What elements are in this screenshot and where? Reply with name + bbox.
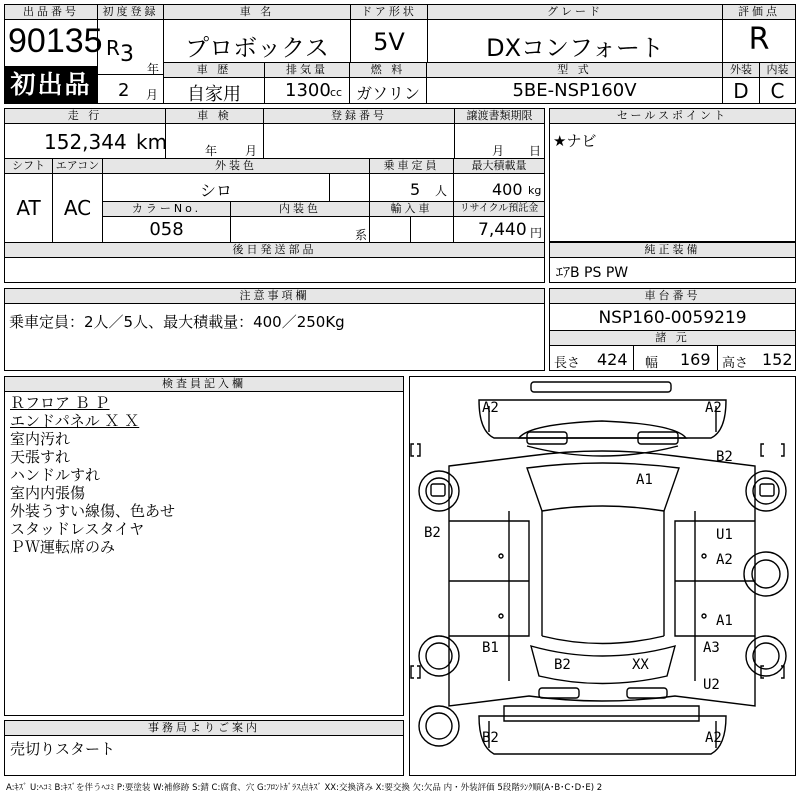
capacity-unit: 人 xyxy=(435,184,448,198)
history-label: 車 歴 xyxy=(164,63,264,77)
mileage: 152,344 xyxy=(44,130,127,154)
mileage-unit: km xyxy=(136,130,168,154)
car-name-label: 車 名 xyxy=(164,5,350,19)
mark-front-right-corner: A2 xyxy=(705,400,722,416)
score: R xyxy=(748,22,770,57)
displacement-unit: cc xyxy=(330,86,343,99)
notes: 乗車定員：2人／5人、最大積載量：400／250Kg xyxy=(9,313,345,331)
legend: A:ｷｽﾞ U:ﾍｺﾐ B:ｷｽﾞを伴うﾍｺﾐ P:要塗装 W:補修跡 S:錆 C:腐食、穴 G:ﾌﾛﾝﾄｶﾞﾗｽ点ｷｽﾞ XX:交換済み X:要交換 欠:欠品 内・外装評価 5段階ﾗﾝｸ順(A･B･C･D･E) 2 xyxy=(6,783,603,793)
recycle-fee: 7,440 xyxy=(478,220,527,240)
history: 自家用 xyxy=(187,84,241,105)
sales-point-section xyxy=(549,108,796,242)
inspector-line: 室内内張傷 xyxy=(10,484,86,502)
inspector-line: ＰＷ運転席のみ xyxy=(10,538,116,556)
mark-left-rear-fender: B1 xyxy=(482,640,499,656)
year-unit: 年 xyxy=(147,62,160,76)
grade: DXコンフォート xyxy=(486,34,664,62)
chassis-label: 車台番号 xyxy=(550,289,795,303)
sales-point-label: セールスポイント xyxy=(550,109,795,123)
inspection-label: 車 検 xyxy=(166,109,263,123)
later-parts-label: 後日発送部品 xyxy=(5,243,544,257)
mark-right-rear-fender: A3 xyxy=(703,640,720,656)
width-label: 幅 xyxy=(645,356,659,371)
width: 169 xyxy=(680,350,711,369)
reg-no-label: 登録番号 xyxy=(264,109,454,123)
int-grade: C xyxy=(770,79,785,103)
int-grade-label: 内装 xyxy=(760,63,795,77)
recycle-unit: 円 xyxy=(530,226,543,240)
max-load-label: 最大積載量 xyxy=(454,159,544,173)
transfer-label: 譲渡書類期限 xyxy=(455,109,544,123)
ext-color-label: 外装色 xyxy=(103,159,369,173)
max-load: 400 xyxy=(492,180,523,199)
height-label: 高さ xyxy=(722,356,749,371)
transfer-month-unit: 月 xyxy=(492,144,505,158)
mark-right-rear-bumper: U2 xyxy=(703,677,720,693)
length-label: 長さ xyxy=(554,356,581,371)
displacement: 1300 xyxy=(285,80,331,101)
max-load-unit: kg xyxy=(528,184,542,197)
int-color-label: 内装色 xyxy=(231,202,369,216)
transfer-day-unit: 日 xyxy=(529,144,542,158)
inspector-line: ハンドルすれ xyxy=(10,466,101,484)
dims-label: 諸 元 xyxy=(550,331,795,345)
mark-left-front-door: B2 xyxy=(424,525,441,541)
mark-right-front-fender: B2 xyxy=(716,449,733,465)
first-reg-label: 初度登録 xyxy=(98,5,163,19)
shift-label: シフト xyxy=(5,159,52,173)
mark-hood: A1 xyxy=(636,472,653,488)
inspector-label: 検査員記入欄 xyxy=(5,377,403,391)
mark-rear-right-corner: A2 xyxy=(705,730,722,746)
int-color-suffix: 系 xyxy=(355,228,368,242)
mark-back-door: XX xyxy=(632,657,649,673)
sales-point: ★ナビ xyxy=(553,132,597,150)
door-label: ドア形状 xyxy=(351,5,427,19)
ac-label: エアコン xyxy=(53,159,102,173)
model-label: 型 式 xyxy=(427,63,722,77)
first-reg-month: 2 xyxy=(118,80,130,101)
ac: AC xyxy=(63,196,92,220)
model-code: 5BE-NSP160V xyxy=(512,80,637,101)
office-note: 売切りスタート xyxy=(10,740,116,758)
mark-rear-left-corner: B2 xyxy=(482,730,499,746)
ext-grade-label: 外装 xyxy=(723,63,759,77)
era: R xyxy=(106,36,120,60)
mark-right-front-door-a: A2 xyxy=(716,552,733,568)
month-unit: 月 xyxy=(146,88,159,102)
notes-label: 注意事項欄 xyxy=(5,289,544,303)
inspector-line: エンドパネル Ｘ Ｘ xyxy=(10,412,140,430)
lot-no-label: 出品番号 xyxy=(5,5,97,19)
lot-number: 90135 xyxy=(8,22,103,60)
displacement-label: 排気量 xyxy=(265,63,349,77)
mileage-label: 走 行 xyxy=(5,109,165,123)
first-reg-year: 3 xyxy=(120,42,134,67)
score-label: 評価点 xyxy=(723,5,795,19)
inspector-line: Ｒフロア Ｂ Ｐ xyxy=(10,394,110,412)
ext-grade: D xyxy=(733,79,749,103)
capacity: 5 xyxy=(410,180,421,199)
inspector-line: スタッドレスタイヤ xyxy=(10,520,145,538)
inspector-line: 室内汚れ xyxy=(10,430,71,448)
import-label: 輸入車 xyxy=(370,202,453,216)
mark-front-left-corner: A2 xyxy=(482,400,499,416)
length: 424 xyxy=(597,350,628,369)
inspection-month-unit: 月 xyxy=(245,144,258,158)
chassis-number: NSP160-0059219 xyxy=(598,308,747,328)
inspector-line: 天張すれ xyxy=(10,448,71,466)
inspector-notes xyxy=(10,394,175,556)
genuine-label: 純正装備 xyxy=(550,243,795,257)
inspection-year-unit: 年 xyxy=(205,144,218,158)
car-diagram xyxy=(409,376,796,776)
color-no: 058 xyxy=(149,219,184,240)
door-type: 5V xyxy=(373,28,405,56)
mark-right-front-door-u: U1 xyxy=(716,527,733,543)
grade-label: グレード xyxy=(428,5,722,19)
mark-right-rear-door: A1 xyxy=(716,613,733,629)
first-listing-badge: 初出品 xyxy=(5,66,97,103)
mark-rear-roof: B2 xyxy=(554,657,571,673)
capacity-label: 乗車定員 xyxy=(370,159,453,173)
car-name: プロボックス xyxy=(185,34,329,62)
office-label: 事務局よりご案内 xyxy=(5,721,403,735)
fuel-label: 燃 料 xyxy=(350,63,426,77)
height: 152 xyxy=(762,350,793,369)
genuine-equipment: ｴｱB PS PW xyxy=(556,265,629,281)
shift: AT xyxy=(16,196,41,220)
inspector-line: 外装うすい線傷、色あせ xyxy=(10,502,176,520)
fuel: ガソリン xyxy=(355,84,420,103)
color-no-label: カラーNo. xyxy=(103,202,230,216)
ext-color: シロ xyxy=(199,181,232,200)
recycle-label: リサイクル預託金 xyxy=(454,202,544,216)
